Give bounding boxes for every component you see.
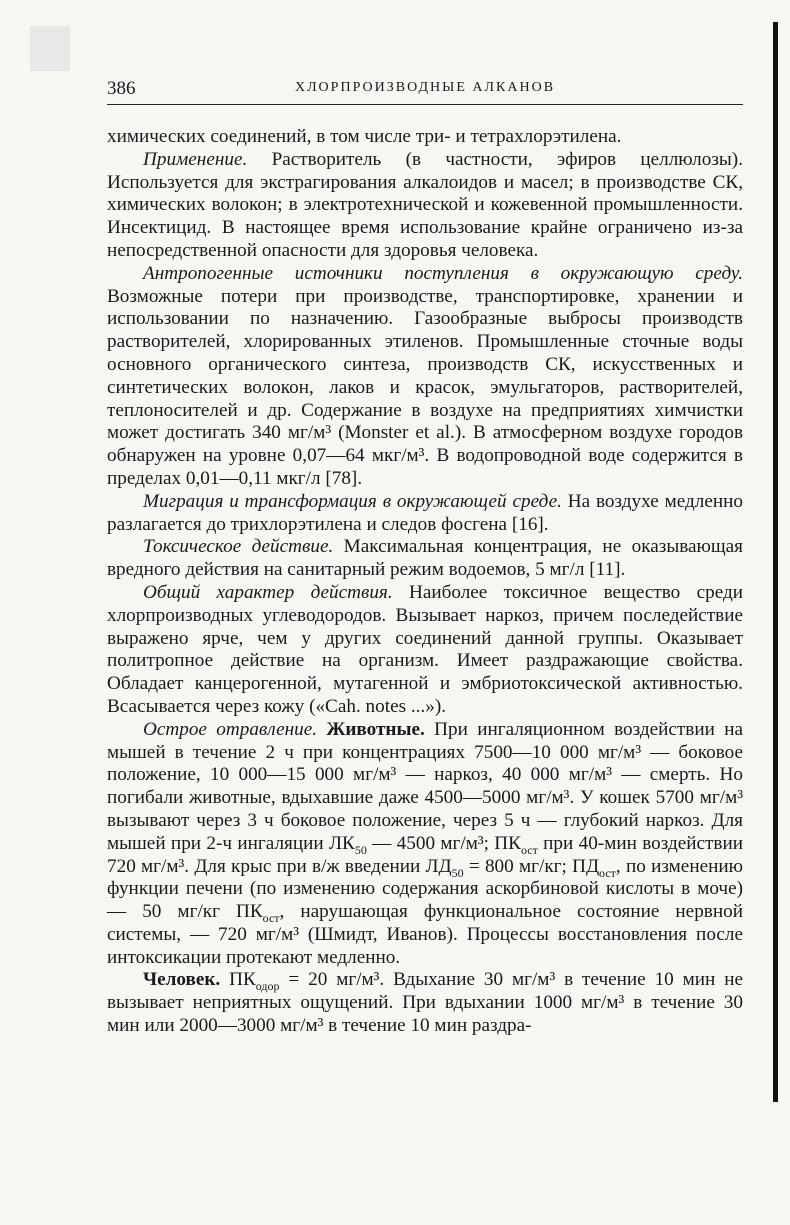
section-heading: Острое отравление. — [143, 718, 318, 740]
section-heading: Общий характер действия. — [143, 581, 393, 603]
page-number: 386 — [107, 78, 136, 99]
subsection-heading: Человек. — [143, 969, 221, 991]
section-heading: Применение. — [143, 148, 248, 170]
section-heading: Миграция и трансформация в окружающей среде. — [143, 490, 562, 512]
paragraph-human: Человек. $ПК_{одор} = 20$ мг/м³. Вдыхание 30 мг/м³ в течение 10 мин не вызывает неприятных ощущений. При вдыхании 1000 мг/м³ в течение 30 мин или 2000—3000 мг/м³ в течение 10 мин раздра- — [107, 969, 743, 1037]
paragraph-toxic-action: Токсическое действие. Максимальная концентрация, не оказывающая вредного действия на санитарный режим водоемов, 5 мг/л [11]. — [107, 536, 743, 581]
paragraph-acute-poisoning: Острое отравление. Животные. При ингаляционном воздействии на мышей в течение 2 ч при концентрациях 7500—10 000 мг/м³ — боковое положение, 10 000—15 000 мг/м³ — наркоз, 40 000 мг/м³ — смерть. Но погибали животные, вдыхавшие даже 4500—5000 мг/м³. У кошек 5700 мг/м³ вызывают через 3 ч боковое положение, через 5 ч — глубокий наркоз. Для мышей при 2-ч ингаляции $ЛК_{50}$ — 4500 мг/м³; $ПК_{ост}$ при 40-мин воздействии 720 мг/м³. Для крыс при в/ж введении $ЛД_{50} = 800$ мг/кг; $ПД_{ост}$, по изменению функции печени (по изменению содержания аскорбиновой кислоты в моче) — 50 мг/кг $ПК_{ост}$, нарушающая функциональное состояние нервной системы, — 720 мг/м³ (Шмидт, Иванов). Процессы восстановления после интоксикации протекают медленно. — [107, 718, 744, 968]
paragraph-sources: Антропогенные источники поступления в окружающую среду. Возможные потери при производстве, транспортировке, хранении и использовании по назначению. Газообразные выбросы производств растворителей, хлорированных этиленов. Промышленные сточные воды основного органического синтеза, производств СК, искусственных и синтетических волокон, лаков и красок, эмульгаторов, растворителей, теплоносителей и др. Содержание в воздухе на предприятиях химчистки может достигать 340 мг/м³ (Monster et al.). В атмосферном воздухе городов обнаружен на уровне 0,07—64 мкг/м³. В водопроводной воде содержится в пределах 0,01—0,11 мкг/л [78]. — [107, 262, 743, 489]
subsection-heading: Животные. — [326, 718, 425, 740]
page-body — [107, 126, 743, 1038]
running-title: ХЛОРПРОИЗВОДНЫЕ АЛКАНОВ — [294, 80, 556, 95]
paragraph-continuation: химических соединений, в том числе три- и тетрахлорэтилена. — [107, 126, 622, 147]
section-heading: Антропогенные источники поступления в окружающую среду. — [143, 262, 743, 284]
paragraph-application: Применение. Растворитель (в частности, эфиров целлюлозы). Используется для экстрагирования алкалоидов и масел; в производстве СК, химических волокон; в электротехнической и кожевенной промышленности. Инсектицид. В настоящее время использование крайне ограничено из-за непосредственной опасности для здоровья человека. — [107, 148, 743, 261]
scan-smudge — [30, 26, 70, 71]
paragraph-general-action: Общий характер действия. Наиболее токсичное вещество среди хлорпроизводных углеводородов. Вызывает наркоз, причем последействие выражено ярче, чем у других соединений данной группы. Оказывает политропное действие на организм. Имеет раздражающие свойства. Обладает канцерогенной, мутагенной и эмбриотоксической активностью. Всасывается через кожу («Cah. notes ...»). — [107, 581, 743, 717]
section-heading: Токсическое действие. — [143, 536, 334, 558]
scan-edge-bar — [773, 22, 778, 1102]
page-header — [107, 78, 743, 104]
header-divider — [107, 104, 743, 105]
paragraph-migration: Миграция и трансформация в окружающей среде. На воздухе медленно разлагается до трихлорэтилена и следов фосгена [16]. — [107, 490, 743, 535]
